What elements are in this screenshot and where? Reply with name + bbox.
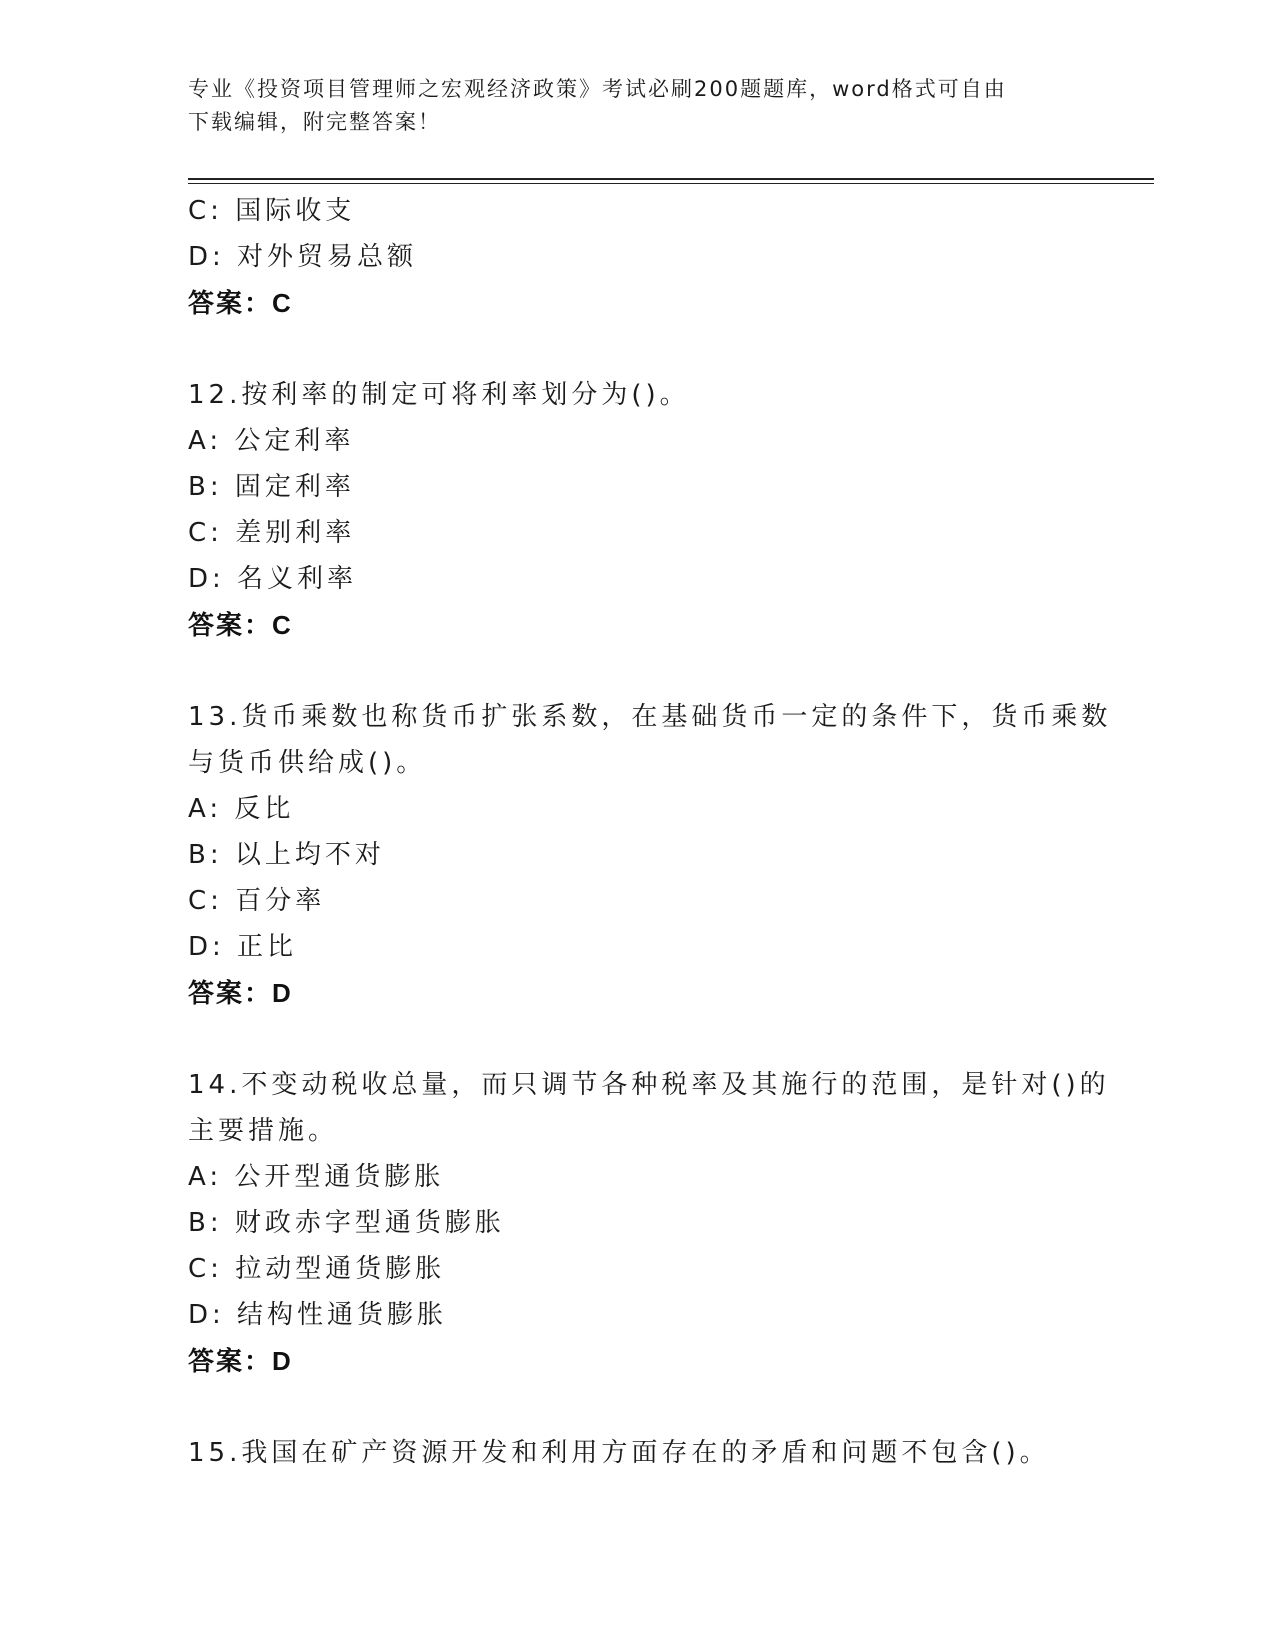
option-text: 以上均不对 xyxy=(234,840,385,870)
question-text: 我国在矿产资源开发和利用方面存在的矛盾和问题不包含()。 xyxy=(241,1438,1050,1468)
option-text: 正比 xyxy=(237,932,298,962)
question-text: 按利率的制定可将利率划分为()。 xyxy=(241,380,690,410)
option-key: B: xyxy=(188,1208,223,1238)
question-number: 15. xyxy=(188,1438,242,1468)
question-text: 货币乘数也称货币扩张系数，在基础货币一定的条件下，货币乘数 xyxy=(241,702,1112,732)
question-stem xyxy=(188,372,1088,418)
option-c xyxy=(188,1246,1088,1292)
spacer xyxy=(188,326,1088,372)
option-b xyxy=(188,464,1088,510)
option-d xyxy=(188,1292,1088,1338)
option-text: 对外贸易总额 xyxy=(237,242,418,272)
option-text: 结构性通货膨胀 xyxy=(237,1300,448,1330)
answer-label: 答案： xyxy=(188,288,273,318)
question-stem-line-2: 与货币供给成()。 xyxy=(188,748,427,778)
option-key: D: xyxy=(188,564,225,594)
question-text: 不变动税收总量，而只调节各种税率及其施行的范围，是针对()的 xyxy=(241,1070,1110,1100)
answer-value: C xyxy=(272,288,293,318)
option-text: 名义利率 xyxy=(237,564,358,594)
option-key: B: xyxy=(188,472,223,502)
question-stem-line-2: 主要措施。 xyxy=(188,1116,339,1146)
option-text: 财政赤字型通货膨胀 xyxy=(234,1208,505,1238)
option-key: D: xyxy=(188,242,225,272)
option-text: 公开型通货膨胀 xyxy=(234,1162,445,1192)
answer-value: C xyxy=(272,610,293,640)
header-divider-thick xyxy=(188,178,1154,180)
answer-label: 答案： xyxy=(188,610,273,640)
answer-value: D xyxy=(272,978,293,1008)
option-b xyxy=(188,832,1088,878)
option-key: D: xyxy=(188,932,225,962)
question-15 xyxy=(188,1430,1088,1476)
option-a xyxy=(188,786,1088,832)
answer-value: D xyxy=(272,1346,293,1376)
option-text: 差别利率 xyxy=(235,518,356,548)
option-text: 反比 xyxy=(234,794,295,824)
question-stem-line-1 xyxy=(188,1062,1110,1108)
answer-line xyxy=(188,970,1088,1016)
answer-line xyxy=(188,1338,1088,1384)
spacer xyxy=(188,1384,1088,1430)
option-c xyxy=(188,188,1088,234)
option-key: A: xyxy=(188,426,223,456)
question-list xyxy=(188,188,1112,1476)
option-c xyxy=(188,510,1088,556)
option-d xyxy=(188,234,1088,280)
answer-label: 答案： xyxy=(188,978,273,1008)
option-key: D: xyxy=(188,1300,225,1330)
header-title-line-2: 下载编辑，附完整答案！ xyxy=(188,110,441,134)
option-key: A: xyxy=(188,794,223,824)
option-key: A: xyxy=(188,1162,223,1192)
option-text: 百分率 xyxy=(235,886,326,916)
option-key: C: xyxy=(188,196,223,226)
option-b xyxy=(188,1200,1088,1246)
question-number: 14. xyxy=(188,1070,242,1100)
option-key: C: xyxy=(188,886,223,916)
option-key: C: xyxy=(188,1254,223,1284)
header-divider-thin xyxy=(188,183,1154,184)
option-text: 固定利率 xyxy=(234,472,355,502)
answer-label: 答案： xyxy=(188,1346,273,1376)
header-title-line-1: 专业《投资项目管理师之宏观经济政策》考试必刷200题题库，word格式可自由 xyxy=(188,77,1007,101)
option-c xyxy=(188,878,1088,924)
question-12 xyxy=(188,372,1088,648)
option-a xyxy=(188,418,1088,464)
spacer xyxy=(188,648,1088,694)
option-key: B: xyxy=(188,840,223,870)
option-d xyxy=(188,924,1088,970)
answer-line xyxy=(188,280,1088,326)
question-14 xyxy=(188,1062,1110,1384)
question-stem-line-1 xyxy=(188,694,1112,740)
option-text: 公定利率 xyxy=(234,426,355,456)
option-d xyxy=(188,556,1088,602)
question-13 xyxy=(188,694,1112,1016)
option-a xyxy=(188,1154,1088,1200)
question-stem xyxy=(188,1430,1088,1476)
spacer xyxy=(188,1016,1088,1062)
document-header xyxy=(188,73,1068,139)
option-text: 拉动型通货膨胀 xyxy=(235,1254,446,1284)
option-key: C: xyxy=(188,518,223,548)
question-number: 12. xyxy=(188,380,242,410)
option-text: 国际收支 xyxy=(235,196,356,226)
question-number: 13. xyxy=(188,702,242,732)
answer-line xyxy=(188,602,1088,648)
question-11 xyxy=(188,188,1088,326)
